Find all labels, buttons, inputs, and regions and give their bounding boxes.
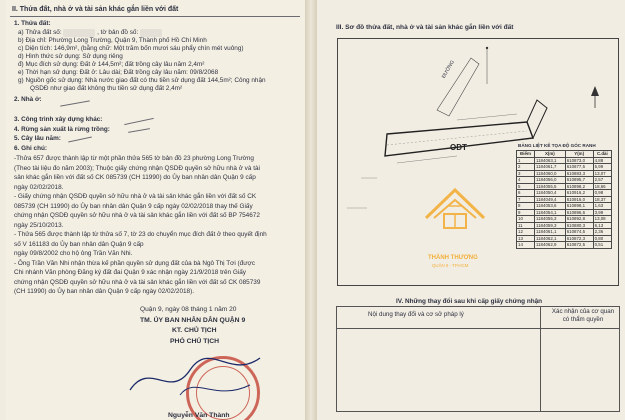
parcel-number-label: a) Thửa đất số:	[18, 29, 62, 36]
coord-cell: 9	[517, 209, 535, 216]
coord-cell: 1184055,3	[535, 216, 566, 223]
note-line: (Theo tài liệu đo năm 2003); Thuộc giấy chứng nhận QSDĐ quyền sở hữu nhà ở và tài	[14, 164, 260, 172]
changes-col-approval: Xác nhận của cơ quan có thẩm quyền	[551, 308, 615, 323]
coord-cell: 610916,2	[565, 190, 593, 197]
coord-header-cell: Y(m)	[565, 151, 593, 158]
sign-title-2: PHÓ CHỦ TỊCH	[170, 338, 220, 345]
usage-term-row: e) Thời hạn sử dụng: Đất ở: Lâu dài; Đất trồng cây lâu năm: 09/8/2068	[18, 69, 219, 76]
section-heading-4: IV. Những thay đổi sau khi cấp giấy chứng nhận	[396, 298, 543, 305]
coord-cell: 610896,6	[565, 209, 593, 216]
heading-rule	[10, 16, 300, 17]
coord-cell: 13,08	[593, 216, 611, 223]
signature-mark	[120, 340, 280, 412]
area-row: c) Diện tích: 146,9m², (bằng chữ: Một trăm bốn mươi sáu phẩy chín mét vuông)	[18, 45, 244, 52]
coord-cell: 1184063,1	[535, 157, 566, 164]
coord-cell: 1184056,0	[535, 177, 566, 184]
road-label: ĐƯỜNG	[440, 59, 456, 80]
coord-cell: 1184059,3	[535, 222, 566, 229]
coord-cell: 2,36	[593, 229, 611, 236]
note-line: chứng nhận QSDĐ quyền sở hữu nhà ở và tài sản khác gắn liền với đất số CK 085739	[14, 278, 261, 286]
coord-cell: 4	[517, 177, 535, 184]
note-line: - Ông Trần Văn Nhi nhận thừa kế phần quyền sử dụng đất của bà Ngô Thị Tơi (được	[14, 259, 255, 267]
coord-cell: 4,88	[593, 157, 611, 164]
redacted-value: xxxxxxx	[140, 29, 163, 36]
coord-cell: 14	[517, 242, 535, 249]
changes-table-divider	[540, 306, 541, 412]
coord-cell: 1184049,4	[535, 196, 566, 203]
changes-table-rule	[336, 328, 620, 329]
origin-row: g) Nguồn gốc sử dụng: Nhà nước giao đất có thu tiền sử dụng đất 144,5m²; Công nhận	[18, 77, 266, 84]
section-1-title: 1. Thửa đất:	[14, 20, 51, 27]
coord-cell: 3,99	[593, 209, 611, 216]
land-type-label: ODT	[450, 143, 467, 152]
section-heading-2: II. Thửa đất, nhà ở và tài sản khác gắn liền với đất	[12, 6, 179, 13]
coord-cell: 1,63	[593, 203, 611, 210]
coord-cell: 6,13	[593, 222, 611, 229]
coord-header-cell: Điểm	[517, 151, 535, 158]
section-5-title: 5. Cây lâu năm:	[14, 135, 61, 142]
origin-row-cont: QSDĐ như giao đất không thu tiền sử dụng đất 2,4m²	[30, 85, 183, 92]
section-4-title: 4. Rừng sản xuất là rừng trồng:	[14, 126, 110, 133]
coord-cell: 2	[517, 164, 535, 171]
coord-cell: 1184061,1	[535, 229, 566, 236]
coord-cell: 0,51	[593, 242, 611, 249]
map-sheet-label: , tờ bản đồ số:	[97, 29, 139, 36]
coord-cell: 1184055,5	[535, 183, 566, 190]
note-line: ngày 25/10/2013.	[14, 221, 64, 229]
note-line: số V 161183 do Ủy ban nhân dân Quận 9 cấp	[14, 240, 144, 248]
coord-cell: 11	[517, 222, 535, 229]
coord-cell: 0,80	[593, 235, 611, 242]
coord-cell: 610898,2	[565, 183, 593, 190]
coord-cell: 610877,5	[565, 164, 593, 171]
redacted-value: xxxxxxxxxx	[63, 29, 96, 36]
section-2-title: 2. Nhà ở:	[14, 96, 42, 103]
coord-cell: 1184053,6	[535, 203, 566, 210]
coord-cell: 6	[517, 190, 535, 197]
coord-cell: 610874,5	[565, 229, 593, 236]
coord-cell: 1184061,7	[535, 164, 566, 171]
signer-name: Nguyễn Văn Thành	[168, 412, 230, 419]
parcel-number-row	[18, 29, 162, 37]
note-line: Chi nhánh Văn phòng Đăng ký đất đai Quận 9 xác nhận ngày 21/9/2018 trên Giấy	[14, 269, 247, 276]
page-fold	[305, 0, 317, 420]
coord-cell: 1184050,4	[535, 190, 566, 197]
coord-cell: 1184062,9	[535, 242, 566, 249]
address-row: b) Địa chỉ: Phường Long Trường, Quận 9, Thành phố Hồ Chí Minh	[18, 37, 207, 44]
coord-cell: 610883,3	[565, 170, 593, 177]
coord-cell: 610873,0	[565, 157, 593, 164]
watermark-title: THÀNH THƯƠNG	[428, 255, 478, 261]
note-line: - Giấy chứng nhận QSDĐ quyền sở hữu nhà ở và tài sản khác gắn liền với đất số CK	[14, 193, 257, 200]
note-line: - Thửa 565 được thành lập từ thửa số 7, tờ 23 do chuyển mục đích đất ở theo quyết định	[14, 231, 267, 238]
coord-cell: 610895,7	[565, 177, 593, 184]
coord-cell: 610880,3	[565, 222, 593, 229]
note-line: 085739 (CH 11990) do Ủy ban nhân dân Quận 9 cấp ngày 02/02/2018 thay thế Giấy	[14, 202, 253, 210]
coord-header-cell: X(m)	[535, 151, 566, 158]
coord-cell: 610898,1	[565, 203, 593, 210]
coord-table	[516, 150, 612, 249]
coord-cell: 0,98	[593, 190, 611, 197]
brand-watermark-logo	[420, 182, 490, 254]
note-line: ngày 02/02/2018.	[14, 183, 64, 191]
coord-cell: 5,99	[593, 164, 611, 171]
coord-cell: 10	[517, 216, 535, 223]
coord-cell: 2,57	[593, 177, 611, 184]
coord-cell: 13	[517, 235, 535, 242]
coord-cell: 5	[517, 183, 535, 190]
note-line: -Thửa 657 được thành lập từ một phần thửa 565 tờ bản đồ 23 phường Long Trường	[14, 155, 254, 162]
coord-cell: 610916,0	[565, 196, 593, 203]
note-line: sản khác gắn liền với đất số CK 085739 (CH 11990) do Ủy ban nhân dân Quận 9 cấp	[14, 174, 256, 181]
coord-row	[517, 242, 612, 249]
coord-cell: 8	[517, 203, 535, 210]
changes-col-content: Nội dung thay đổi và cơ sở pháp lý	[368, 311, 464, 318]
coord-cell: 610872,5	[565, 242, 593, 249]
coord-cell: 7	[517, 196, 535, 203]
note-line: chứng nhận QSDĐ quyền sở hữu nhà ở và tài sản khác gắn liền với đất số BP 754672	[14, 212, 260, 219]
watermark-subtitle: QUẬN 9 - TP.HCM	[432, 263, 469, 268]
coord-cell: 610892,8	[565, 216, 593, 223]
section-3-title: 3. Công trình xây dựng khác:	[14, 116, 103, 123]
usage-purpose-row: đ) Mục đích sử dụng: Đất ở 144,5m²; đất trồng cây lâu năm 2,4m²	[18, 61, 205, 68]
coord-cell: 18,66	[593, 183, 611, 190]
note-line: (CH 11990) do Ủy ban nhân dân Quận 9 cấp ngày 02/02/2018).	[14, 288, 195, 295]
note-line: ngày 09/8/2002 cho hộ ông Trần Văn Nhi.	[14, 250, 133, 257]
coord-header-cell: C.dài	[593, 151, 611, 158]
sign-authority: TM. ỦY BAN NHÂN DÂN QUẬN 9	[140, 317, 246, 324]
coord-cell: 610872,3	[565, 235, 593, 242]
coord-cell: 1184054,1	[535, 209, 566, 216]
section-6-title: 6. Ghi chú:	[14, 145, 48, 152]
coord-cell: 1184060,0	[535, 170, 566, 177]
coord-cell: 18,37	[593, 196, 611, 203]
usage-form-row: d) Hình thức sử dụng: Sử dụng riêng	[18, 53, 123, 60]
section-heading-3: III. Sơ đồ thửa đất, nhà ở và tài sản khác gắn liền với đất	[336, 24, 514, 31]
coord-cell: 3	[517, 170, 535, 177]
sign-title-1: KT. CHỦ TỊCH	[172, 327, 217, 334]
coord-cell: 1184062,1	[535, 235, 566, 242]
coord-cell: 1	[517, 157, 535, 164]
coord-cell: 13,07	[593, 170, 611, 177]
coord-table-title: BẢNG LIỆT KÊ TỌA ĐỘ GÓC RANH	[518, 143, 596, 148]
issue-date: Quận 9, ngày 08 tháng 1 năm 20	[140, 306, 237, 313]
coord-cell: 12	[517, 229, 535, 236]
